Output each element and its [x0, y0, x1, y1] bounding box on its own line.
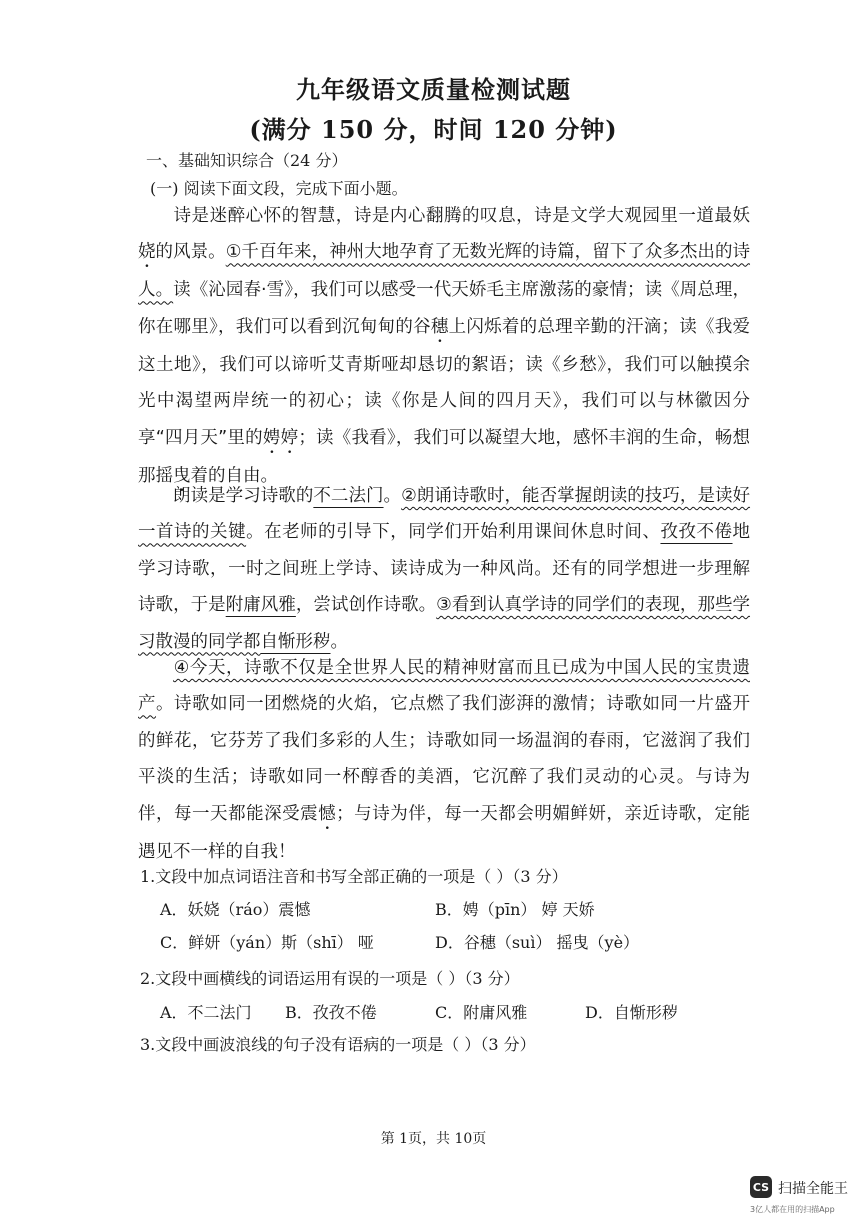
subsection-heading: (一) 阅读下面文段，完成下面小题。: [150, 179, 408, 198]
q2-option-a: A．不二法门: [160, 1003, 252, 1022]
p3-text-a: 。诗歌如同一团燃烧的火焰，它点燃了我们澎湃的激情；诗歌如同一片盛开的鲜花，它芬芳了我们多彩的人生；诗歌如同一场温润的春雨，它滋润了我们平淡的生活；诗歌如同一杯醇香的美酒，它沉醉了我们灵动的心灵。与诗为伴，每一天都能深受震: [138, 694, 750, 824]
p1-dotted-pingting: 娉婷: [262, 427, 299, 448]
watermark-tagline: 3亿人都在用的扫描App: [750, 1205, 835, 1214]
wavy-sentence-1: ①千百年来，神州大地孕育了无数光辉的诗篇，留下了众多杰出的诗人。: [138, 242, 751, 301]
page-footer: 第 1页，共 10页: [380, 1131, 487, 1147]
p2-text-e: ，尝试创作诗歌。: [295, 595, 437, 616]
exam-title: 九年级语文质量检测试题: [296, 75, 571, 104]
p1-text-a: 诗是迷醉心怀的智慧，诗是内心翻腾的叹息，诗是文学大观园里一道最妖: [173, 206, 750, 226]
p2-text-c: 。在老师的引导下，同学们开始利用课间休息时间、: [246, 522, 661, 543]
q2-option-c: C．附庸风雅: [435, 1003, 528, 1022]
section-heading: 一、基础知识综合（24 分）: [146, 151, 348, 170]
paragraph-3: [138, 650, 750, 870]
camscanner-logo-icon: CS: [750, 1176, 772, 1198]
p3-dotted-han: 憾: [318, 803, 337, 824]
exam-subtitle: (满分 150 分，时间 120 分钟): [249, 115, 618, 144]
paragraph-2: [138, 478, 750, 660]
p1-text-h: ；读《我看》，我们可以凝望大地，感怀丰润的生命，畅想那摇: [138, 427, 750, 486]
p2-text-f: 。: [330, 631, 348, 652]
paragraph-1: [138, 198, 750, 496]
wavy-sentence-2: ②朗诵诗歌时，能否掌握朗读的技巧，是读好一首诗的关键: [138, 486, 751, 543]
p1-dotted-ye: 曳: [173, 465, 191, 486]
p2-text-b: 。: [383, 486, 402, 506]
p1-text-d: 读《沁园春·雪》，我们可以感受一代天娇毛主席激荡的豪情；读《周总理，你在哪里》，我们可以看到沉甸甸的谷: [138, 280, 751, 337]
underlined-term-3: 附庸风雅: [225, 595, 296, 616]
question-3-stem: 3.文段中画波浪线的句子没有语病的一项是（ ）（3 分）: [140, 1035, 536, 1054]
wavy-sentence-4: ④今天，诗歌不仅是全世界人民的精神财富而且已成为中国人民的宝贵遗产: [138, 658, 750, 715]
p3-text-c: ；与诗为伴，每一天都会明媚鲜妍，亲近诗歌，定能遇见不一样的自我！: [138, 803, 751, 862]
underlined-term-2: 孜孜不倦: [660, 522, 733, 543]
wavy-sentence-3: ③看到认真学诗的同学们的表现，那些学习散漫的同学都: [138, 595, 751, 652]
q2-option-d: D．自惭形秽: [585, 1003, 678, 1022]
p1-dotted-sui: 穗: [430, 316, 449, 337]
p1-dotted-rao: 娆: [138, 242, 156, 263]
underlined-term-1: 不二法门: [313, 486, 384, 506]
question-2-stem: 2.文段中画横线的词语运用有误的一项是（ ）（3 分）: [140, 969, 520, 988]
q2-option-b: B．孜孜不倦: [285, 1003, 377, 1022]
q1-option-d: D．谷穗（suì） 摇曳（yè）: [435, 933, 640, 952]
q1-option-c: C．鲜妍（yán）斯（shī） 哑: [160, 933, 374, 952]
p2-text-d: 地学习诗歌，一时之间班上学诗、读诗成为一种风尚。还有的同学想进一步理解诗歌，于是: [138, 522, 751, 616]
scanner-watermark: [750, 1176, 860, 1222]
q1-option-b: B．娉（pīn） 婷 天娇: [435, 900, 595, 919]
p1-text-c: 的风景。: [155, 242, 226, 263]
p1-text-j: 着的自由。: [190, 465, 278, 486]
p1-text-f: 上闪烁着的总理辛勤的汗滴；读《我爱这土地》，我们可以谛听艾青斯哑却恳切的絮语；读《乡愁》，我们可以触摸余光中渴望两岸统一的初心；读《你是人间的四月天》，我们可以与林徽因分享“四月天”里的: [138, 316, 751, 448]
underlined-term-4: 自惭形秽: [260, 631, 331, 652]
q1-option-a: A．妖娆（ráo）震憾: [160, 900, 311, 919]
p2-text-a: 朗读是学习诗歌的: [173, 486, 314, 506]
watermark-name: 扫描全能王: [778, 1181, 848, 1197]
question-1-stem: 1.文段中加点词语注音和书写全部正确的一项是（ ）（3 分）: [140, 867, 568, 886]
